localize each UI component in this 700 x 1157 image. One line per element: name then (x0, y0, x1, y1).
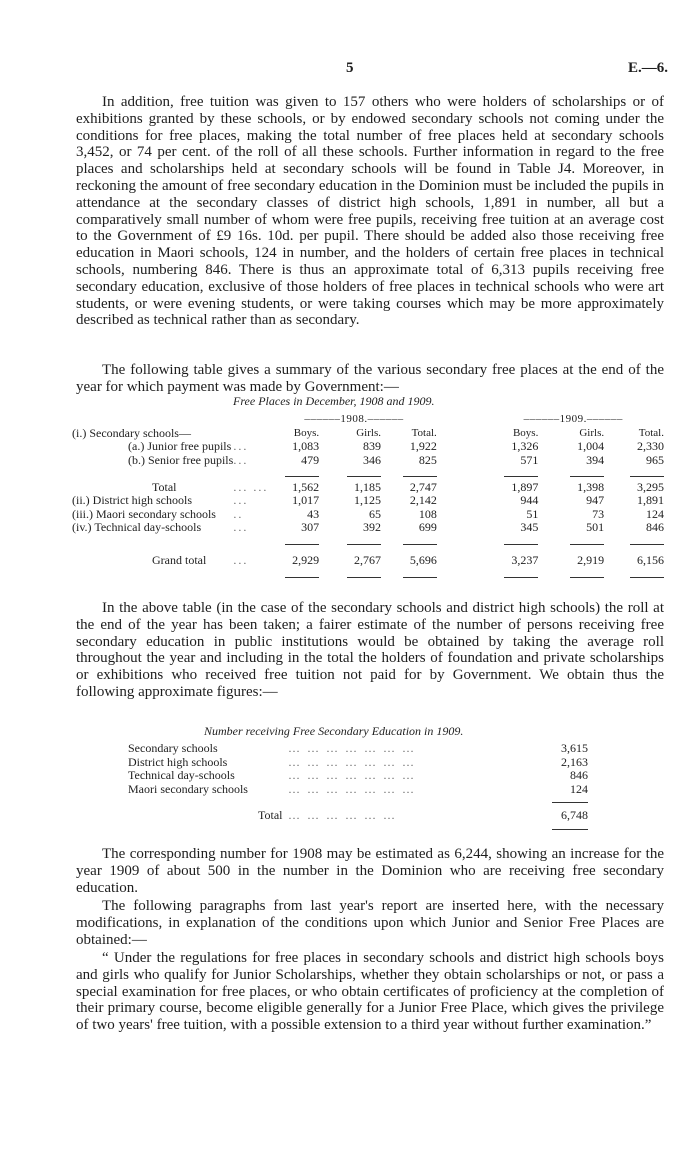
cell: 479 (301, 452, 320, 467)
cell: 392 (362, 520, 381, 534)
cell: 51 (526, 506, 539, 521)
cell: 2,929 (292, 553, 320, 567)
table-row (72, 494, 664, 508)
row-label: Grand total (152, 553, 207, 567)
year-1909-header: ––––––1909.–––––– (523, 413, 623, 425)
free-places-table (72, 413, 664, 581)
row-dots: ... (233, 553, 249, 567)
grand-total-rule (72, 568, 664, 582)
cell: 965 (646, 452, 664, 467)
total-rule (72, 535, 664, 549)
item-value: 3,615 (561, 741, 588, 755)
row-label: Total (152, 479, 177, 494)
table-row (72, 454, 664, 468)
cell: 1,897 (511, 479, 539, 494)
cell: 1,891 (637, 493, 664, 507)
cell: 1,017 (292, 493, 320, 507)
paragraph-free-tuition: In addition, free tuition was given to 157 others who were holders of scholarships or of exhibitions granted by these schools, or by endowed secondary schools not coming under the conditions for free places, making the total number of free places held at secondary schools 3,452, or 74 per cent. of the roll of all these schools. Further information in regard to the free places and scholarships held at secondary schools will be found in Table J4. Moreover, in reckoning the amount of free secondary education in the Dominion must be included the pupils in attendance at the secondary classes of district high schools, 1,891 in number, all but a comparatively small number of whom were free pupils, receiving free tuition at an average cost to the Government of £9 16s. 10d. per pupil. There should be added also those receiving free education in Maori schools, 124 in number, and the holders of certain free places in technical schools, numbering 846. There is thus an approximate total of 6,313 pupils receiving free secondary education, exclusive of those holders of free places in technical schools who were art students, or were evening students, or were taking courses which may be more approximately described as technical rather than as secondary. (76, 94, 664, 329)
cell: 825 (418, 452, 437, 467)
list-item (128, 769, 588, 783)
col-total-1908: Total. (411, 426, 437, 439)
item-label: Technical day-schools (128, 768, 235, 782)
col-boys-1908: Boys. (293, 426, 320, 439)
cell: 1,125 (353, 493, 381, 507)
cell: 65 (368, 506, 381, 521)
table-row (72, 440, 664, 454)
section-label: (i.) Secondary schools— (72, 425, 191, 440)
total-label: Total (258, 808, 283, 822)
list-total (128, 809, 588, 823)
item-label: Secondary schools (128, 741, 218, 755)
list-item (128, 742, 588, 756)
cell: 345 (520, 520, 539, 534)
col-girls-1909: Girls. (579, 426, 605, 439)
paragraph-regulations-quote: “ Under the regulations for free places in secondary schools and district high schools boys and girls who qualify for Junior Scholarships, whether they obtain scholarships or not, or pass a special examination for free places, or who obtain certificates of proficiency at the completion of their primary course, become eligible generally for a Junior Free Place, which gives the privilege of two years' free tuition, with a possible extension to a third year without further examination.” (76, 950, 664, 1034)
year-1908-header: ––––––1908.–––––– (304, 413, 404, 425)
cell: 124 (646, 506, 664, 521)
item-value: 2,163 (561, 754, 588, 769)
cell: 5,696 (409, 553, 437, 567)
cell: 346 (362, 452, 381, 467)
paragraph-fairer-estimate: In the above table (in the case of the secondary schools and district high schools) the roll at the end of the year has been taken; a fairer estimate of the number of persons receiving free secondary education in public institutions would be obtained by taking the average roll throughout the year and including in the total the holders of foundation and private scholarships or exhibitions who received free tuition not paid for by Government. We obtain thus the following approximate figures:— (76, 600, 664, 700)
subtotal-rule (72, 467, 664, 481)
list-item (128, 783, 588, 797)
cell: 846 (646, 520, 664, 534)
paragraph-following: The following paragraphs from last year's report are inserted here, with the necessary modifications, in explanation of the conditions upon which Junior and Senior Free Places are obtained:— (76, 898, 664, 948)
table-row (72, 521, 664, 535)
page-header (0, 60, 700, 82)
cell: 839 (362, 439, 381, 453)
item-label: District high schools (128, 754, 228, 769)
cell: 699 (418, 520, 437, 534)
cell: 1,185 (353, 479, 381, 494)
item-label: Maori secondary schools (128, 781, 248, 796)
cell: 2,919 (577, 553, 605, 567)
cell: 947 (586, 493, 605, 507)
row-label: (ii.) District high schools (72, 493, 192, 507)
row-label: (iii.) Maori secondary schools (72, 506, 216, 521)
paragraph-table-intro: The following table gives a summary of the various secondary free places at the end of the year for which payment was made by Government:— (76, 362, 664, 395)
list-item (128, 756, 588, 770)
cell: 3,295 (637, 479, 664, 494)
table-row (72, 481, 664, 495)
row-dots: ... ... (233, 479, 269, 494)
series-code: E.—6. (627, 60, 668, 76)
page-number: 5 (346, 60, 354, 76)
leader-dots: … … … … … … … (288, 768, 416, 782)
cell: 1,562 (292, 479, 320, 494)
col-boys-1909: Boys. (512, 426, 539, 439)
row-dots: ... (233, 452, 249, 467)
table-row (72, 508, 664, 522)
table1-caption: Free Places in December, 1908 and 1909. (233, 394, 435, 408)
item-value: 846 (570, 768, 588, 782)
row-label: (iv.) Technical day-schools (72, 520, 202, 534)
item-value: 124 (570, 781, 588, 796)
total-value: 6,748 (561, 808, 588, 822)
leader-dots: … … … … … … … (288, 741, 416, 755)
cell: 1,398 (577, 479, 605, 494)
cell: 108 (418, 506, 437, 521)
cell: 6,156 (637, 553, 664, 567)
cell: 944 (520, 493, 539, 507)
row-dots: ... (233, 520, 249, 534)
cell: 1,004 (577, 439, 605, 453)
row-label: (a.) Junior free pupils (128, 439, 232, 453)
cell: 571 (520, 452, 539, 467)
approximate-figures-table (128, 742, 588, 830)
cell: 2,330 (637, 439, 664, 453)
cell: 43 (307, 506, 320, 521)
cell: 1,922 (409, 439, 437, 453)
cell: 2,142 (409, 493, 437, 507)
table2-caption: Number receiving Free Secondary Education in 1909. (204, 724, 464, 738)
paragraph-1908-estimate: The corresponding number for 1908 may be estimated as 6,244, showing an increase for the year 1909 of about 500 in the number in the Dominion who are receiving free secondary education. (76, 846, 664, 896)
cell: 3,237 (511, 553, 539, 567)
cell: 1,326 (511, 439, 539, 453)
cell: 1,083 (292, 439, 320, 453)
row-dots: ... (233, 493, 249, 507)
row-dots: ... (233, 439, 249, 453)
cell: 501 (586, 520, 605, 534)
cell: 73 (592, 506, 605, 521)
col-total-1909: Total. (638, 426, 664, 439)
col-girls-1908: Girls. (356, 426, 381, 439)
cell: 2,747 (409, 479, 437, 494)
leader-dots: … … … … … … … (288, 781, 416, 796)
row-label: (b.) Senior free pupils (128, 452, 234, 467)
table-row-grand-total (72, 554, 664, 568)
leader-dots: … … … … … … (288, 808, 397, 822)
cell: 307 (301, 520, 320, 534)
row-dots: .. (233, 506, 244, 521)
cell: 2,767 (353, 553, 381, 567)
leader-dots: … … … … … … … (288, 754, 416, 769)
cell: 394 (586, 452, 605, 467)
